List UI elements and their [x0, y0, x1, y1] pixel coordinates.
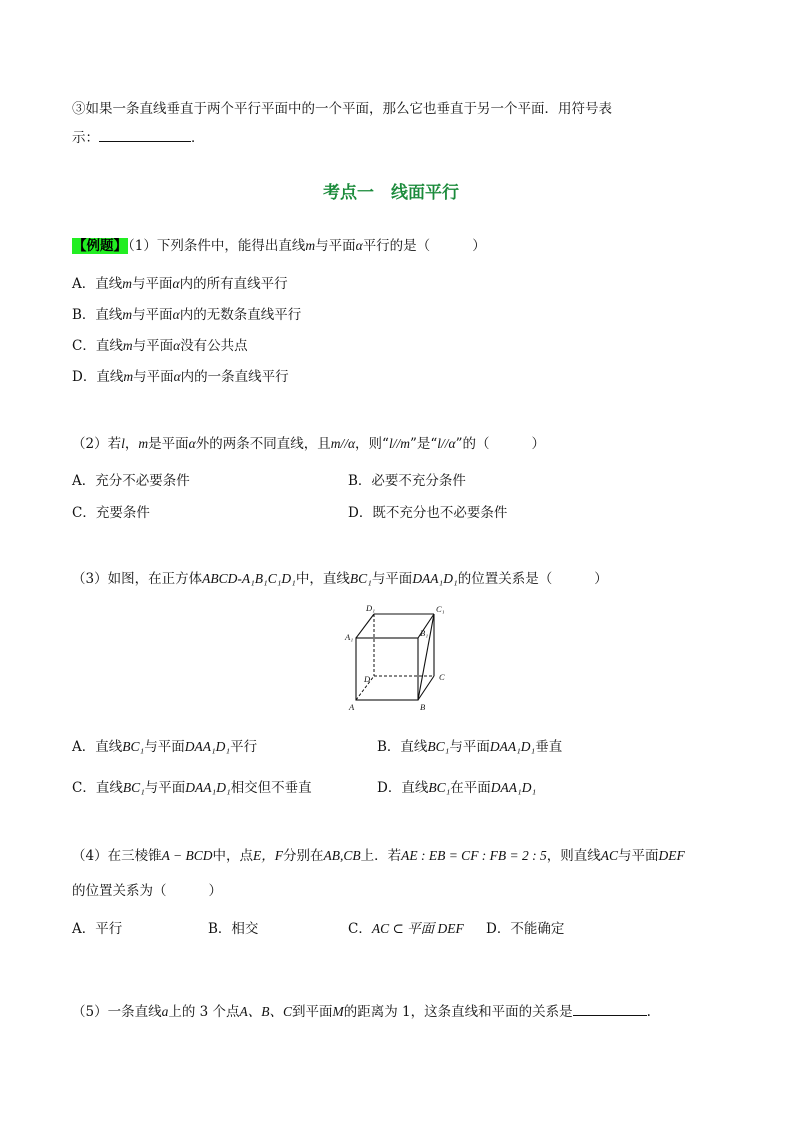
label-c: C	[439, 672, 445, 682]
q1-stem: 【例题】（1）下列条件中，能得出直线m与平面α平行的是（ ）	[73, 238, 486, 254]
q3-stem: （3）如图，在正方体ABCD-A₁B₁C₁D₁中，直线BC₁与平面DAA₁D₁的位置关系是（ ）	[72, 571, 608, 587]
q5-stem: （5）一条直线a上的 3 个点A、B、C到平面M的距离为 1，这条直线和平面的关系是 .	[72, 1004, 651, 1020]
cube-figure	[340, 600, 460, 715]
q1-option-a: A．直线m与平面α内的所有直线平行	[72, 276, 288, 292]
intro-line-1: ③如果一条直线垂直于两个平行平面中的一个平面，那么它也垂直于另一个平面．用符号表	[72, 101, 612, 117]
q4-option-d: D．不能确定	[486, 921, 565, 937]
q2-option-d: D．既不充分也不必要条件	[348, 505, 508, 521]
cube-front-face	[356, 638, 418, 700]
cube-edge-a1d1	[356, 614, 374, 638]
label-c1: C₁	[436, 604, 445, 614]
intro-line-2: 示： ．	[72, 130, 205, 146]
q3-option-a: A．直线BC₁与平面DAA₁D₁平行	[72, 739, 258, 755]
label-a: A	[349, 702, 355, 712]
q4-stem-line-2: 的位置关系为（ ）	[72, 883, 222, 899]
label-b: B	[420, 702, 426, 712]
q3-option-b: B．直线BC₁与平面DAA₁D₁垂直	[377, 739, 563, 755]
q4-stem-line-1: （4）在三棱锥A − BCD中，点E，F分别在AB,CB上．若AE : EB = CF : FB = 2 : 5，则直线AC与平面DEF	[72, 848, 685, 864]
q3-option-c: C．直线BC₁与平面DAA₁D₁相交但不垂直	[72, 780, 312, 796]
example-tag: 【例题】	[73, 238, 127, 254]
q4-option-a: A．平行	[72, 921, 123, 937]
q2-option-c: C．充要条件	[72, 505, 150, 521]
q4-option-c: C．AC ⊂ 平面 DEF	[348, 921, 464, 937]
label-a1: A₁	[345, 632, 354, 642]
label-d: D	[364, 674, 371, 684]
q4-option-b: B．相交	[208, 921, 259, 937]
q1-option-c: C．直线m与平面α没有公共点	[72, 338, 248, 354]
q1-option-d: D．直线m与平面α内的一条直线平行	[72, 369, 289, 385]
answer-blank	[573, 1014, 647, 1016]
label-b1: B₁	[420, 628, 429, 638]
q1-option-b: B．直线m与平面α内的无数条直线平行	[72, 307, 302, 323]
q3-option-d: D．直线BC₁在平面DAA₁D₁	[377, 780, 537, 796]
label-d1: D₁	[366, 603, 376, 613]
q2-option-a: A．充分不必要条件	[72, 473, 190, 489]
section-title: 考点一 线面平行	[323, 183, 459, 203]
answer-blank	[99, 140, 191, 142]
q2-stem: （2）若l，m是平面α外的两条不同直线，且m//α，则“l//m”是“l//α”的（ ）	[72, 436, 546, 452]
q2-option-b: B．必要不充分条件	[348, 473, 466, 489]
